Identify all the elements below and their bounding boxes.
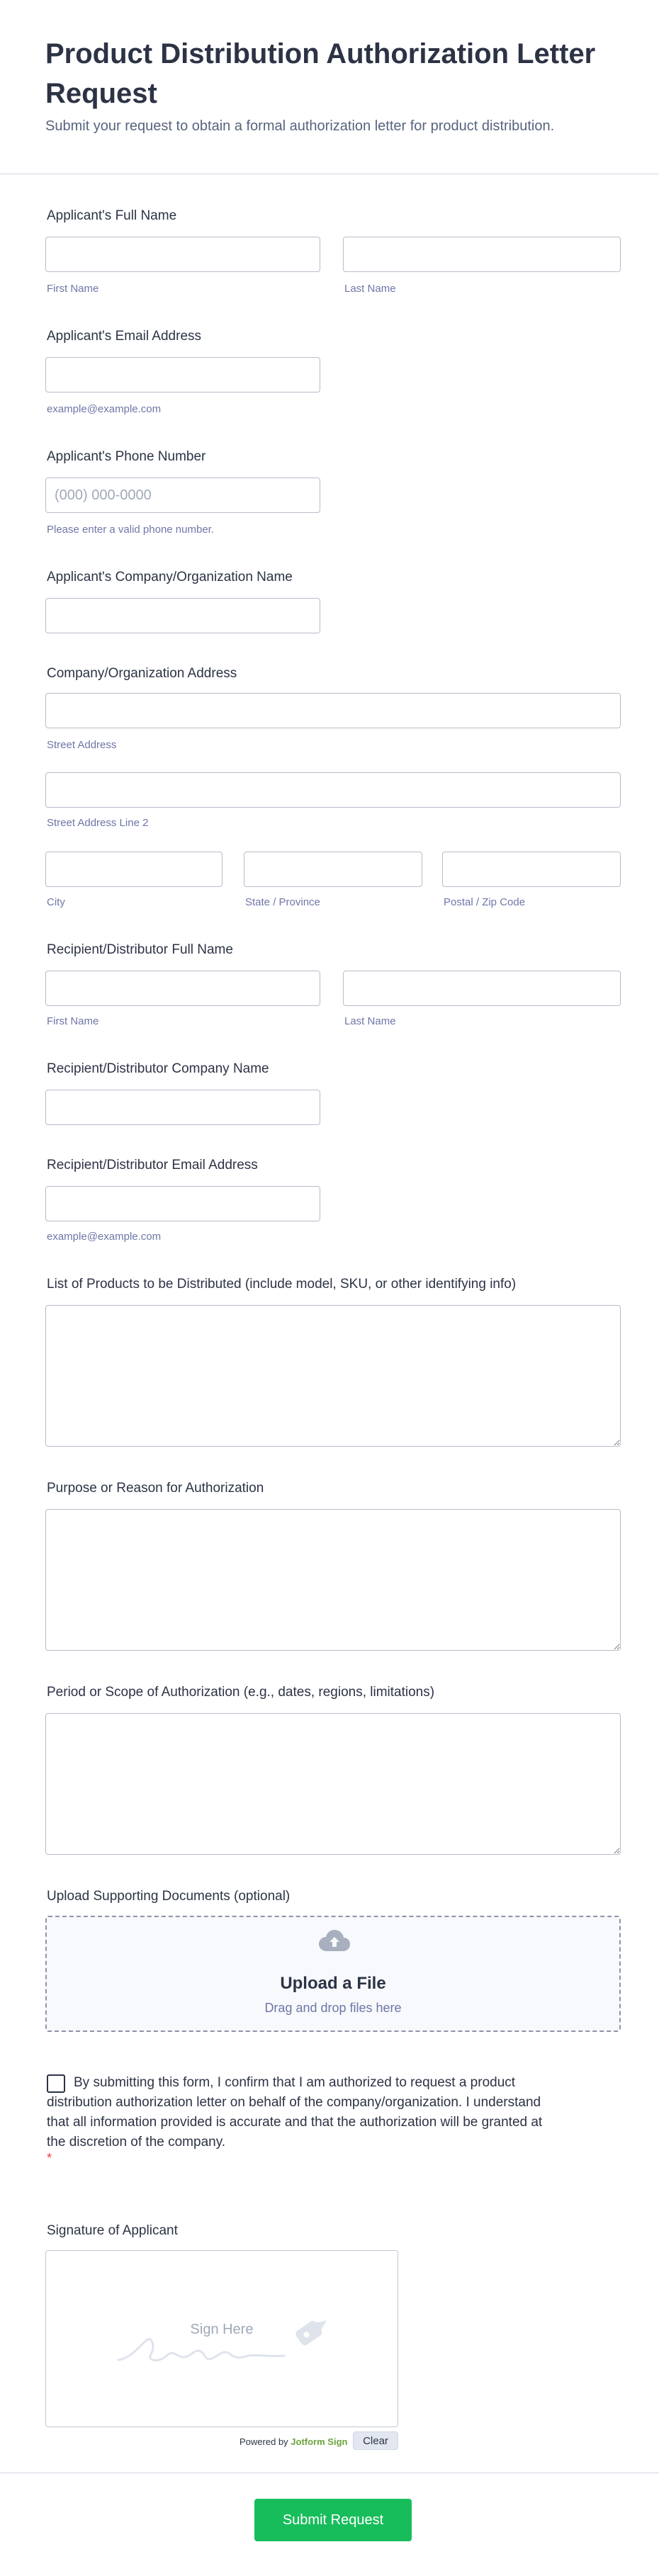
form-header <box>0 0 659 174</box>
products-label: List of Products to be Distributed (include model, SKU, or other identifying info) <box>47 1277 517 1292</box>
submit-button[interactable]: Submit Request <box>254 2499 412 2541</box>
file-upload-dropzone[interactable] <box>45 1916 621 2032</box>
recipient-first-name-input[interactable] <box>45 971 320 1006</box>
applicant-phone-label: Applicant's Phone Number <box>47 449 206 464</box>
upload-label: Upload Supporting Documents (optional) <box>47 1889 291 1904</box>
applicant-email-sublabel: example@example.com <box>47 403 162 415</box>
powered-by-note <box>240 2434 347 2450</box>
upload-title: Upload a File <box>280 1974 386 1993</box>
street-address-line2-sublabel: Street Address Line 2 <box>47 817 149 829</box>
applicant-email-input[interactable] <box>45 357 320 392</box>
upload-cloud-icon <box>318 1928 351 1953</box>
recipient-email-input[interactable] <box>45 1186 320 1221</box>
city-input[interactable] <box>45 852 223 887</box>
applicant-company-label: Applicant's Company/Organization Name <box>47 570 293 584</box>
signature-label: Signature of Applicant <box>47 2223 178 2238</box>
recipient-email-sublabel: example@example.com <box>47 1231 162 1243</box>
applicant-last-name-sublabel: Last Name <box>344 283 396 295</box>
state-province-input[interactable] <box>244 852 422 887</box>
page-subtitle: Submit your request to obtain a formal authorization letter for product distribution. <box>45 118 555 134</box>
city-sublabel: City <box>47 896 65 908</box>
applicant-phone-input[interactable] <box>45 478 320 513</box>
clear-signature-button[interactable]: Clear <box>353 2431 398 2450</box>
jotform-sign-brand: Jotform Sign <box>291 2436 348 2447</box>
form-footer <box>0 2473 659 2576</box>
purpose-label: Purpose or Reason for Authorization <box>47 1481 264 1496</box>
address-label: Company/Organization Address <box>47 666 237 681</box>
applicant-company-input[interactable] <box>45 598 320 633</box>
applicant-first-name-input[interactable] <box>45 237 320 272</box>
consent-text: By submitting this form, I confirm that I am authorized to request a product distribution authorization letter on behalf of the company/organization. I understand that all information provided is accurate and that the authorization will be granted at the discretion of the company. <box>47 2075 543 2150</box>
scope-textarea[interactable] <box>45 1713 621 1855</box>
signature-hint: Sign Here <box>190 2322 254 2337</box>
recipient-email-label: Recipient/Distributor Email Address <box>47 1158 258 1173</box>
upload-hint: Drag and drop files here <box>264 2001 402 2015</box>
applicant-phone-sublabel: Please enter a valid phone number. <box>47 524 214 536</box>
scope-label: Period or Scope of Authorization (e.g., dates, regions, limitations) <box>47 1685 435 1700</box>
recipient-name-label: Recipient/Distributor Full Name <box>47 942 233 957</box>
recipient-company-label: Recipient/Distributor Company Name <box>47 1061 269 1076</box>
applicant-name-label: Applicant's Full Name <box>47 208 177 223</box>
recipient-last-name-sublabel: Last Name <box>344 1015 396 1027</box>
page-title: Product Distribution Authorization Letter Request <box>45 38 596 109</box>
required-marker: * <box>47 2151 52 2165</box>
purpose-textarea[interactable] <box>45 1509 621 1651</box>
recipient-company-input[interactable] <box>45 1090 320 1125</box>
applicant-last-name-input[interactable] <box>343 237 621 272</box>
state-province-sublabel: State / Province <box>245 896 320 908</box>
products-textarea[interactable] <box>45 1305 621 1447</box>
street-address-sublabel: Street Address <box>47 739 117 751</box>
street-address-line2-input[interactable] <box>45 772 621 808</box>
street-address-input[interactable] <box>45 693 621 728</box>
recipient-last-name-input[interactable] <box>343 971 621 1006</box>
recipient-first-name-sublabel: First Name <box>47 1015 99 1027</box>
applicant-first-name-sublabel: First Name <box>47 283 99 295</box>
powered-by-prefix: Powered by <box>240 2436 288 2447</box>
signature-pad[interactable] <box>45 2250 398 2427</box>
postal-zip-sublabel: Postal / Zip Code <box>444 896 526 908</box>
postal-zip-input[interactable] <box>442 852 621 887</box>
applicant-email-label: Applicant's Email Address <box>47 329 202 344</box>
consent-checkbox[interactable] <box>47 2074 65 2093</box>
